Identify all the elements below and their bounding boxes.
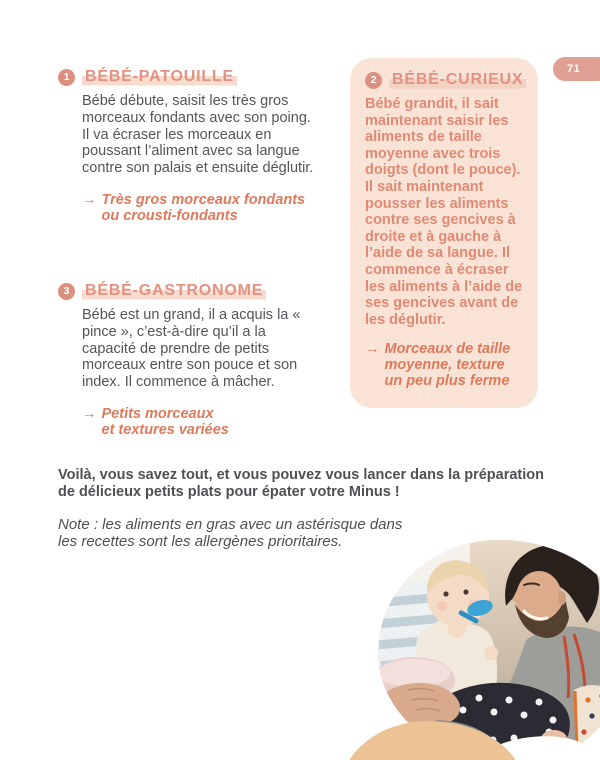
takeaway-line: ou crousti-fondants — [101, 207, 238, 224]
takeaway-line: Très gros morceaux fondants — [101, 191, 306, 208]
section-bebe-gastronome — [58, 282, 316, 439]
step-number-icon: 2 — [365, 72, 382, 89]
takeaway-line: Petits morceaux — [101, 405, 214, 422]
section-header — [58, 68, 316, 86]
step-number-icon: 3 — [58, 283, 75, 300]
takeaway-text — [385, 342, 511, 389]
takeaway-line: et textures variées — [101, 421, 229, 438]
section-takeaway — [82, 193, 316, 225]
section-body-text: Bébé est un grand, il a acquis la « pince », c’est-à-dire qu’il a la capacité de prendre de petits morceaux entre son pouce et son index. Il commence à mâcher. — [82, 307, 301, 391]
closing-paragraph: Voilà, vous savez tout, et vous pouvez vous lancer dans la préparation de délicieux petits plats pour épater votre Minus ! — [58, 467, 544, 500]
allergen-note: Note : les aliments en gras avec un astérisque dans les recettes sont les allergènes prioritaires. — [58, 516, 403, 550]
step-number-icon: 1 — [58, 69, 75, 86]
section-title: BÉBÉ-GASTRONOME — [82, 282, 266, 300]
section-header — [365, 71, 523, 89]
section-title: BÉBÉ-CURIEUX — [389, 71, 526, 89]
section-body-text: Bébé débute, saisit les très gros morceaux fondants avec son poing. Il va écraser les morceaux en poussant l’aliment avec sa langue contre son palais et ensuite déglutir. — [82, 93, 314, 177]
takeaway-line: moyenne, texture — [384, 357, 505, 374]
arrow-icon: → — [82, 191, 97, 208]
page-number-badge — [553, 57, 600, 81]
takeaway-line: Morceaux de taille — [384, 341, 511, 358]
section-bebe-patouille — [58, 68, 316, 225]
page-number: 71 — [567, 63, 581, 75]
takeaway-text — [102, 407, 229, 439]
section-header — [58, 282, 316, 300]
takeaway-text — [102, 193, 306, 225]
arrow-icon: → — [82, 405, 97, 422]
section-title: BÉBÉ-PATOUILLE — [82, 68, 237, 86]
section-takeaway — [82, 407, 316, 439]
section-body-text: Bébé grandit, il sait maintenant saisir les aliments de taille moyenne avec trois doigts (dont le pouce). Il sait maintenant pousser les aliments contre ses gencives à droite et à gauche à l’aide de sa langue. Il commence à écraser les aliments à l’aide de ses gencives avant de les déglutir. — [365, 96, 523, 328]
section-takeaway — [365, 342, 523, 389]
takeaway-line: un peu plus ferme — [384, 372, 510, 389]
section-bebe-curieux — [350, 58, 538, 408]
arrow-icon: → — [365, 341, 380, 358]
